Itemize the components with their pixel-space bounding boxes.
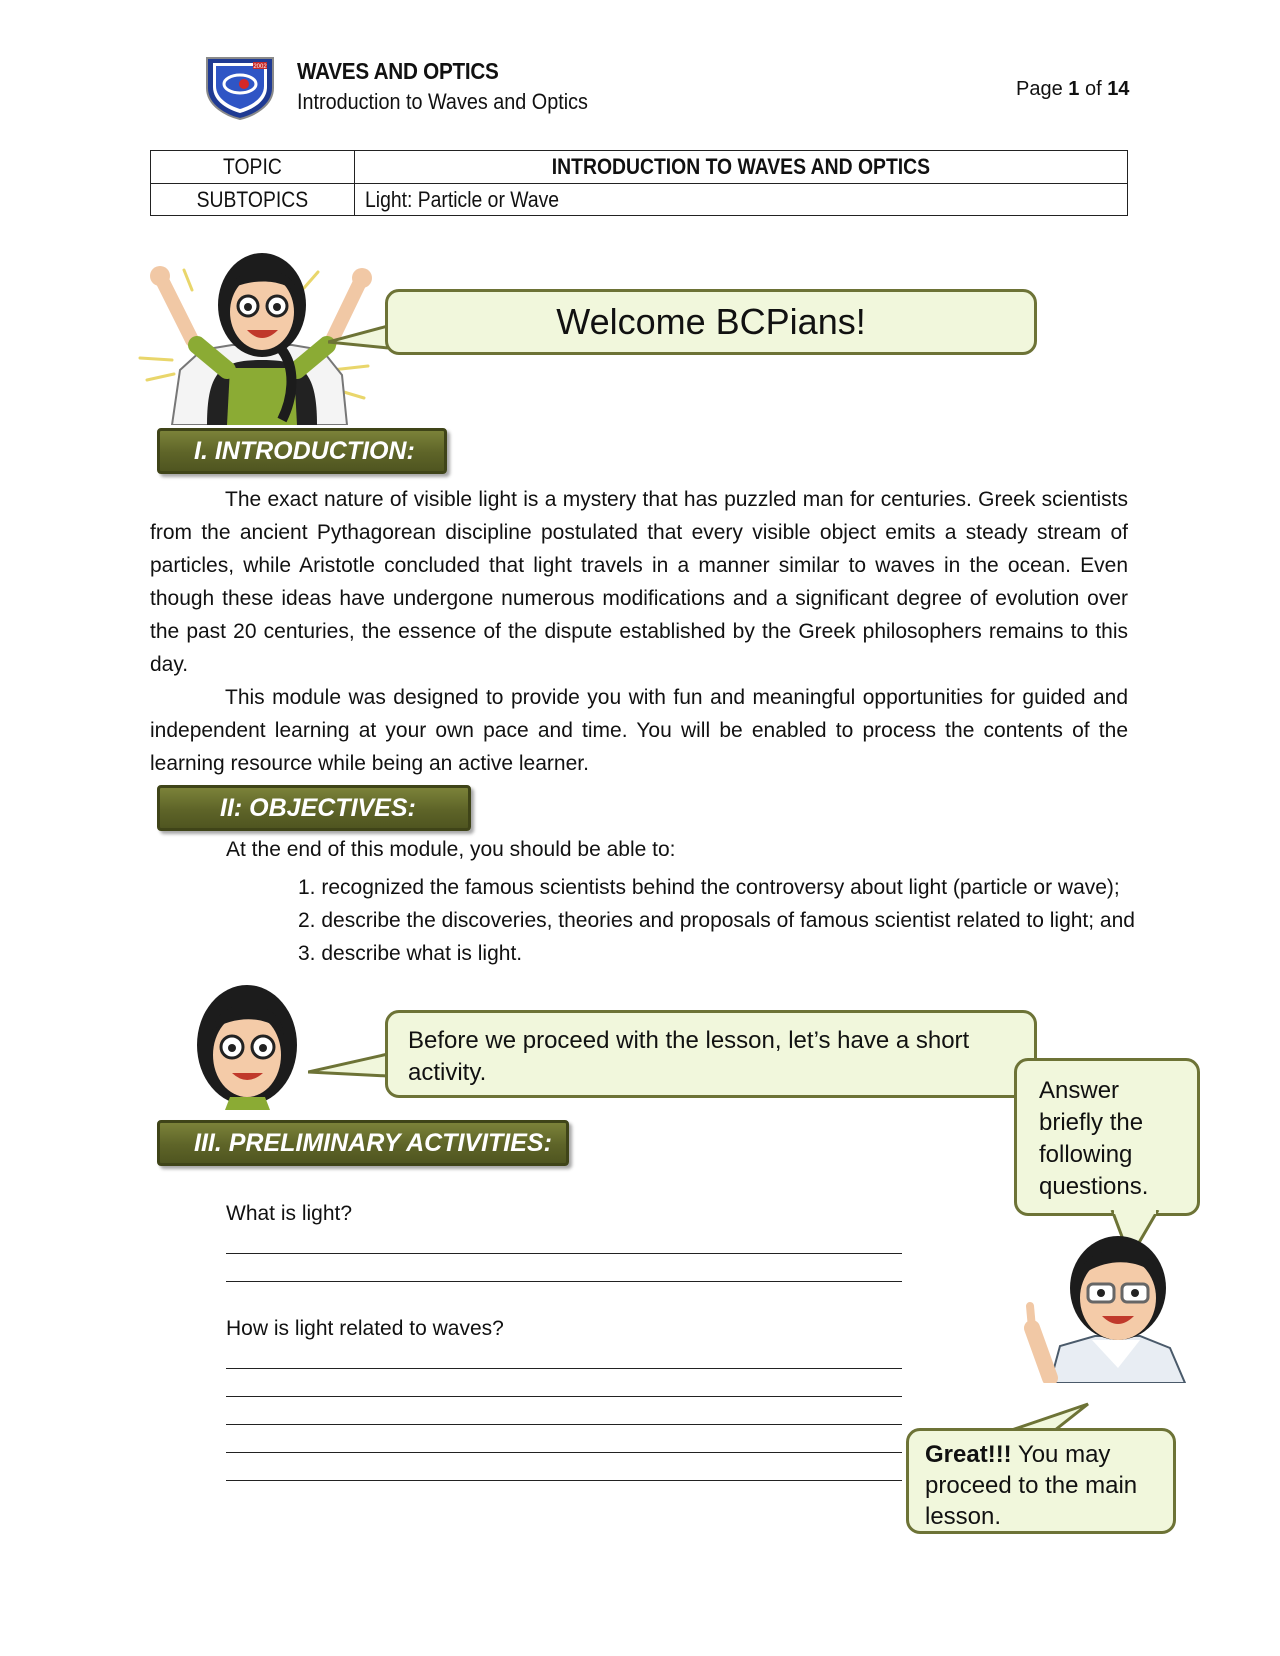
answer-line[interactable] [226, 1424, 902, 1425]
answer-line[interactable] [226, 1452, 902, 1453]
subtopics-label: SUBTOPICS [196, 187, 309, 212]
topic-label-cell [151, 151, 355, 183]
preliminary-heading: III. PRELIMINARY ACTIVITIES: [157, 1120, 569, 1166]
page-of: of [1079, 78, 1108, 100]
page-current: 1 [1068, 78, 1080, 100]
teacher-avatar-pointing [1020, 1228, 1190, 1383]
question-2: How is light related to waves? [226, 1317, 504, 1340]
answer-line[interactable] [226, 1480, 902, 1481]
activity-text: Before we proceed with the lesson, let’s have a short activity. [408, 1027, 970, 1086]
objectives-lead: At the end of this module, you should be able to: [226, 838, 676, 861]
topic-table [150, 150, 1128, 216]
objective-item: 1. recognized the famous scientists behind the controversy about light (particle or wave); [298, 876, 1120, 899]
introduction-body [150, 483, 1128, 780]
activity-bubble-tail [308, 1050, 388, 1080]
welcome-bubble [385, 289, 1037, 355]
topic-value-cell [355, 151, 1127, 183]
great-bold: Great!!! [925, 1441, 1012, 1468]
introduction-paragraph-1: The exact nature of visible light is a mystery that has puzzled man for centuries. Greek scientists from the ancient Pythagorean discipline postulated that every visible object emits a steady stream of particles, while Aristotle concluded that light travels in a manner similar to waves in the ocean. Even though these ideas have undergone numerous modifications and a significant degree of evolution over the past 20 centuries, the essence of the dispute established by the Greek philosophers remains to this day. [150, 488, 1128, 676]
subtopics-label-cell [151, 184, 355, 216]
question-1: What is light? [226, 1202, 353, 1225]
topic-row [151, 151, 1127, 184]
subtopics-value: Light: Particle or Wave [365, 187, 560, 212]
introduction-paragraph-2: This module was designed to provide you with fun and meaningful opportunities for guided and independent learning at your own pace and time. You will be enabled to process the contents of the learning resource while being an active learner. [150, 686, 1128, 775]
svg-text:2002: 2002 [253, 64, 267, 70]
subtopics-value-cell [355, 184, 1127, 216]
answer-line[interactable] [226, 1281, 902, 1282]
answer-line[interactable] [226, 1396, 902, 1397]
answer-text: Answer briefly the following questions. [1039, 1077, 1149, 1200]
great-bubble [906, 1428, 1176, 1534]
page-prefix: Page [1016, 78, 1069, 100]
page-number [1016, 78, 1129, 101]
answer-bubble [1014, 1058, 1200, 1216]
objective-item: 2. describe the discoveries, theories and proposals of famous scientist related to light; and [298, 909, 1135, 932]
welcome-bubble-tail [328, 322, 388, 352]
objectives-list [298, 871, 1135, 970]
teacher-avatar-smiling [190, 985, 305, 1110]
topic-value: INTRODUCTION TO WAVES AND OPTICS [551, 154, 931, 179]
page-total: 14 [1107, 78, 1130, 100]
topic-label: TOPIC [223, 154, 282, 179]
objectives-heading: II: OBJECTIVES: [157, 785, 471, 831]
school-logo [203, 54, 277, 120]
course-title: WAVES AND OPTICS [297, 58, 499, 84]
course-subtitle: Introduction to Waves and Optics [297, 89, 588, 114]
great-rest: You may proceed to the main lesson. [925, 1441, 1138, 1530]
objective-item: 3. describe what is light. [298, 942, 523, 965]
great-text [925, 1439, 1165, 1532]
answer-line[interactable] [226, 1368, 902, 1369]
welcome-text: Welcome BCPians! [556, 301, 866, 342]
subtopics-row [151, 184, 1127, 216]
activity-bubble [385, 1010, 1037, 1098]
answer-line[interactable] [226, 1253, 902, 1254]
introduction-heading: I. INTRODUCTION: [157, 428, 447, 474]
